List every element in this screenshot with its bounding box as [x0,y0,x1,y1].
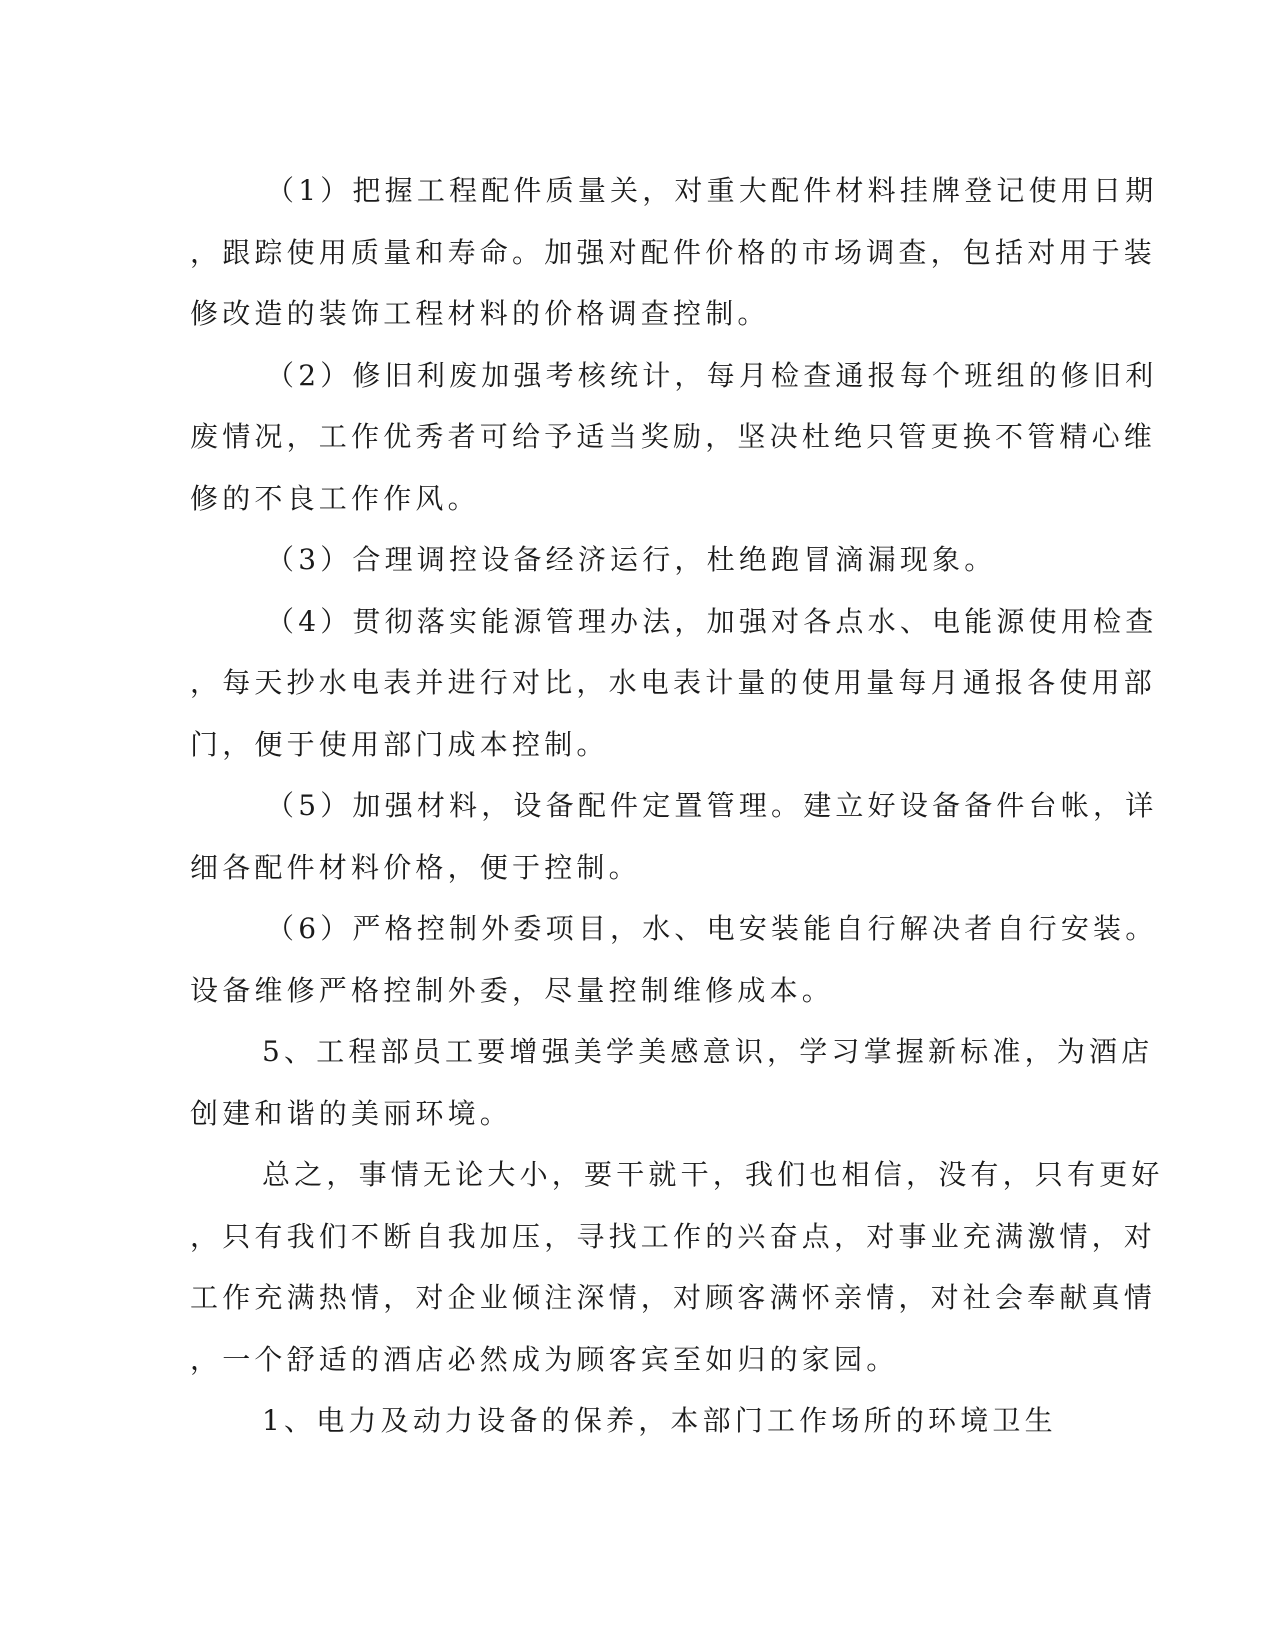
text-line: 5、工程部员工要增强美学美感意识，学习掌握新标准，为酒店 [262,1035,1154,1068]
paragraph-summary [190,1144,1164,1390]
text-line: 创建和谐的美丽环境。 [190,1096,513,1130]
text-line: 修改造的装饰工程材料的价格调查控制。 [190,297,770,330]
text-line: ，一个舒适的酒店必然成为顾客宾至如归的家园。 [190,1342,899,1376]
text-line: （1）把握工程配件质量关，对重大配件材料挂牌登记使用日期 [266,174,1158,207]
text-line: 设备维修严格控制外委，尽量控制维修成本。 [190,973,835,1007]
text-line: （2）修旧利废加强考核统计，每月检查通报每个班组的修旧利 [266,358,1158,392]
text-line: （3）合理调控设备经济运行，杜绝跑冒滴漏现象。 [266,543,997,576]
text-line: （4）贯彻落实能源管理办法，加强对各点水、电能源使用检查 [266,604,1158,638]
text-line: 修的不良工作作风。 [190,481,480,515]
paragraph-item-5 [190,775,1158,898]
paragraph-item-2 [190,345,1158,530]
text-line: 细各配件材料价格，便于控制。 [190,850,641,884]
text-line: ，只有我们不断自我加压，寻找工作的兴奋点，对事业充满激情，对 [190,1219,1157,1253]
paragraph-item-3 [190,529,1090,591]
paragraph-section-5 [190,1021,1154,1144]
text-line: ，每天抄水电表并进行对比，水电表计量的使用量每月通报各使用部 [190,666,1157,699]
text-line: （6）严格控制外委项目，水、电安装能自行解决者自行安装。 [266,912,1158,945]
text-line: ，跟踪使用质量和寿命。加强对配件价格的市场调查，包括对用于装 [190,235,1157,269]
paragraph-item-6 [190,898,1158,1021]
text-line: 总之，事情无论大小，要干就干，我们也相信，没有，只有更好 [262,1158,1164,1191]
paragraph-section-1 [190,1390,1090,1452]
text-line: 工作充满热情，对企业倾注深情，对顾客满怀亲情，对社会奉献真情 [190,1281,1157,1314]
paragraph-item-4 [190,591,1158,776]
paragraph-item-1 [190,160,1158,345]
text-line: 废情况，工作优秀者可给予适当奖励，坚决杜绝只管更换不管精心维 [190,420,1157,453]
document-body [190,160,1164,1452]
text-line: 门，便于使用部门成本控制。 [190,727,609,761]
text-line: （5）加强材料，设备配件定置管理。建立好设备备件台帐，详 [266,789,1158,822]
text-line: 1、电力及动力设备的保养，本部门工作场所的环境卫生 [262,1404,1057,1437]
